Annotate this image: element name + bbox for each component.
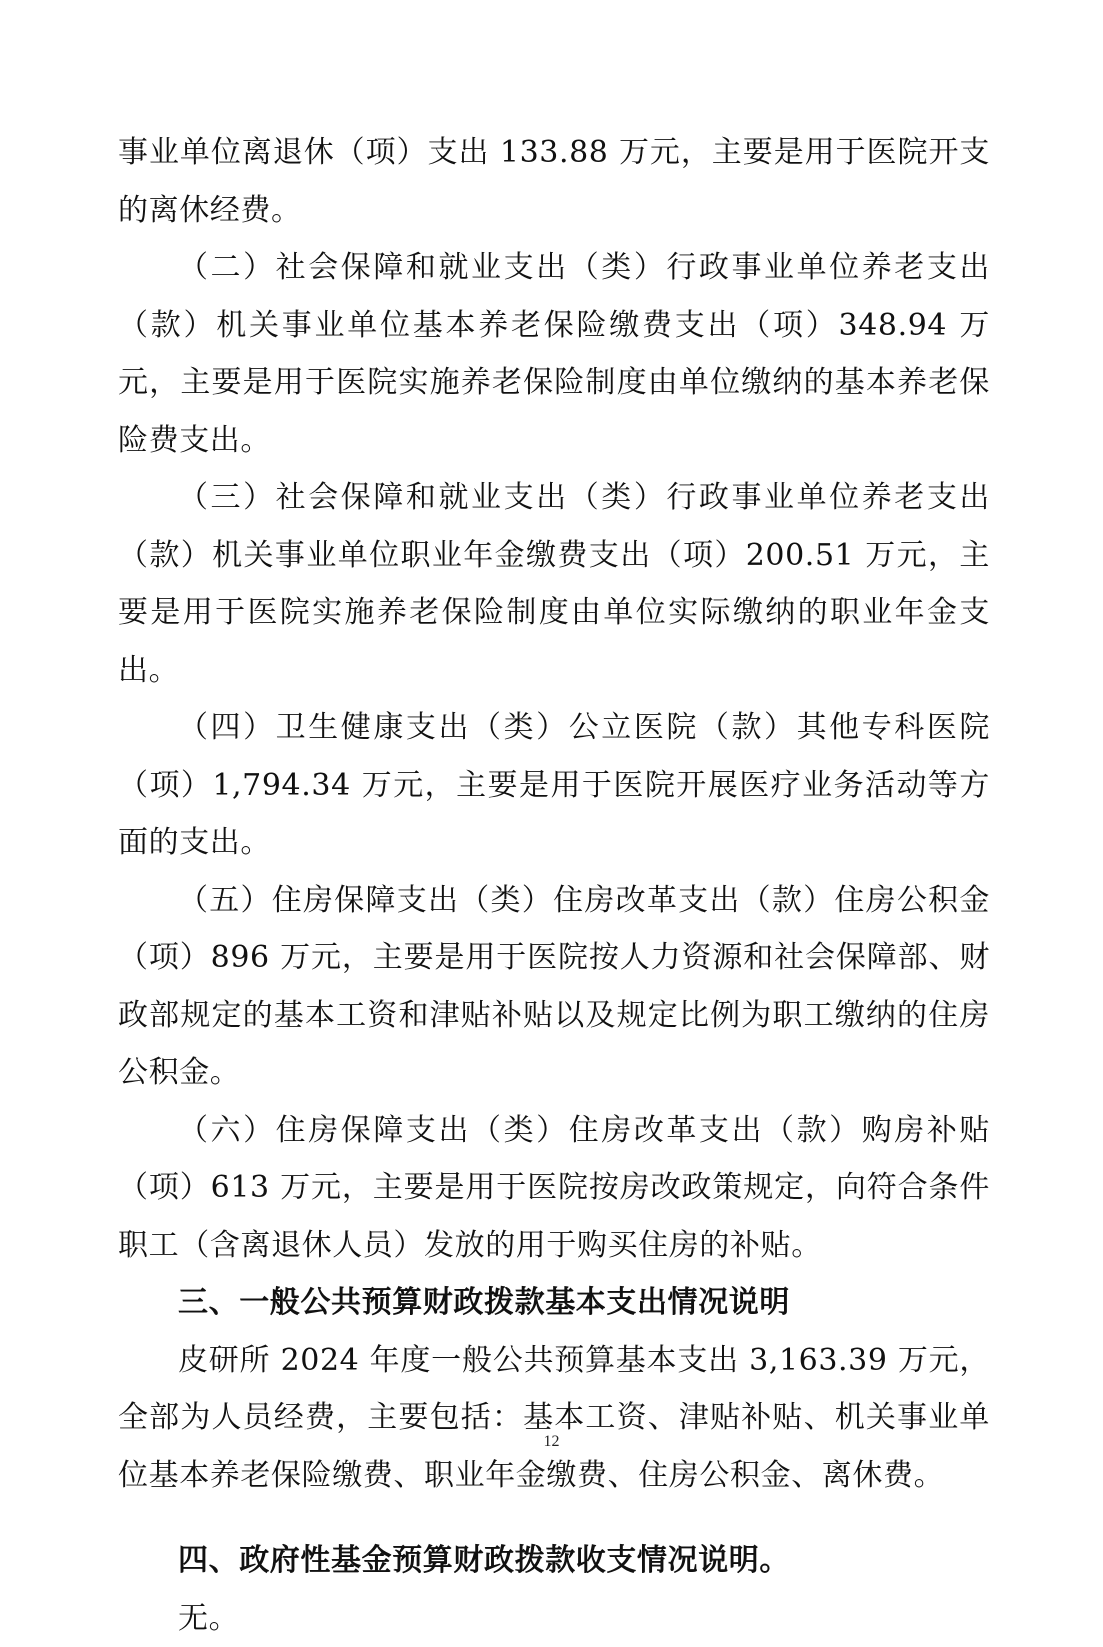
page-number: 12 [0,1433,1103,1451]
paragraph-retirement-expense: 事业单位离退休（项）支出 133.88 万元，主要是用于医院开支的离休经费。 [118,124,990,239]
section-spacer [118,1504,990,1532]
paragraph-occupational-annuity: （三）社会保障和就业支出（类）行政事业单位养老支出（款）机关事业单位职业年金缴费支出（项）200.51 万元，主要是用于医院实施养老保险制度由单位实际缴纳的职业年金支出。 [118,469,990,699]
paragraph-specialty-hospital: （四）卫生健康支出（类）公立医院（款）其他专科医院（项）1,794.34 万元，主要是用于医院开展医疗业务活动等方面的支出。 [118,699,990,872]
section-heading-government-fund: 四、政府性基金预算财政拨款收支情况说明。 [118,1532,990,1590]
paragraph-basic-pension-insurance: （二）社会保障和就业支出（类）行政事业单位养老支出（款）机关事业单位基本养老保险缴费支出（项）348.94 万元，主要是用于医院实施养老保险制度由单位缴纳的基本养老保险费支出。 [118,239,990,469]
document-body [118,124,990,1647]
paragraph-housing-subsidy: （六）住房保障支出（类）住房改革支出（款）购房补贴（项）613 万元，主要是用于医院按房改政策规定，向符合条件职工（含离退休人员）发放的用于购买住房的补贴。 [118,1102,990,1275]
section-heading-basic-expenditure: 三、一般公共预算财政拨款基本支出情况说明 [118,1274,990,1332]
paragraph-basic-expenditure: 皮研所 2024 年度一般公共预算基本支出 3,163.39 万元，全部为人员经费，主要包括：基本工资、津贴补贴、机关事业单位基本养老保险缴费、职业年金缴费、住房公积金、离休费。 [118,1332,990,1505]
paragraph-government-fund: 无。 [118,1590,990,1647]
paragraph-housing-provident-fund: （五）住房保障支出（类）住房改革支出（款）住房公积金（项）896 万元，主要是用于医院按人力资源和社会保障部、财政部规定的基本工资和津贴补贴以及规定比例为职工缴纳的住房公积金。 [118,872,990,1102]
